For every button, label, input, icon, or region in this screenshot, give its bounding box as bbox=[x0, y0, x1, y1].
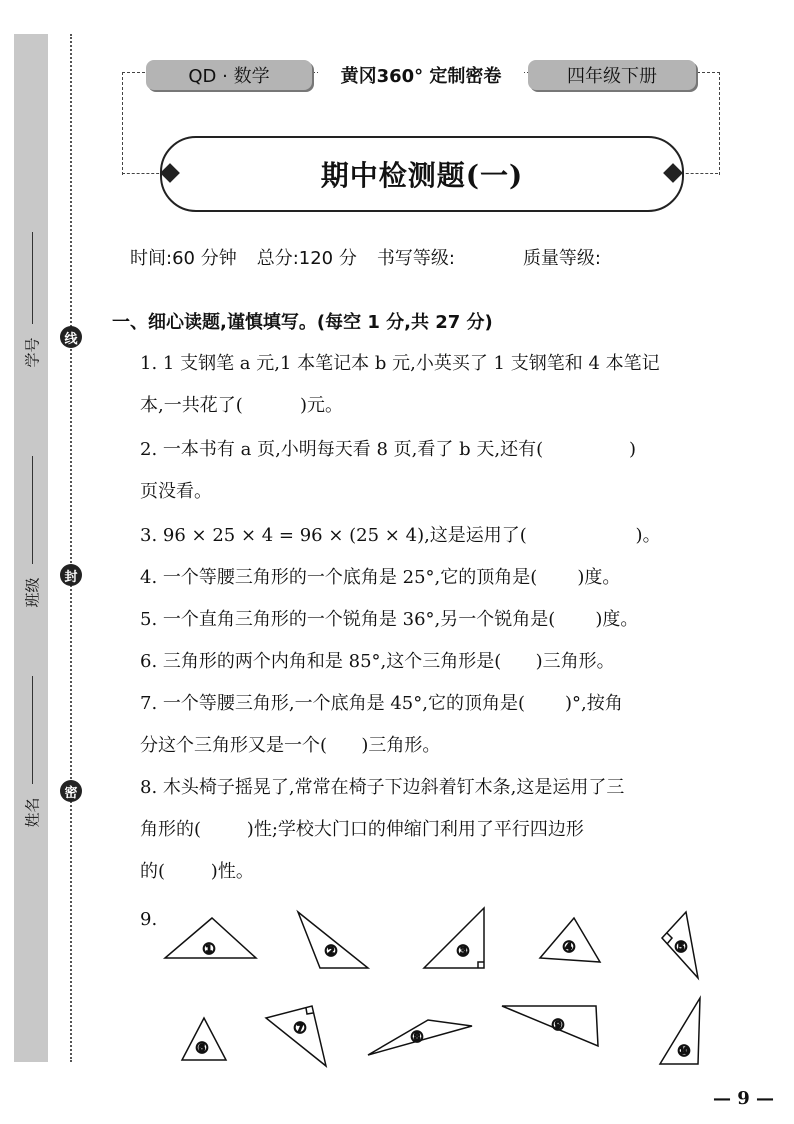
triangle-10-label: ⑩ bbox=[677, 1042, 691, 1060]
question-8-line-1: 8. 木头椅子摇晃了,常常在椅子下边斜着钉木条,这是运用了三 bbox=[140, 777, 625, 798]
triangle-1-label: ① bbox=[202, 940, 216, 958]
class-line bbox=[32, 456, 33, 564]
seal-mark-line: 线 bbox=[60, 326, 82, 348]
name-label: 姓名 bbox=[23, 797, 42, 828]
triangle-6-label: ⑥ bbox=[195, 1039, 209, 1057]
title-left-line bbox=[122, 173, 164, 174]
triangle-8-label: ⑧ bbox=[410, 1028, 424, 1046]
triangle-7 bbox=[266, 1006, 326, 1066]
question-7-line-1: 7. 一个等腰三角形,一个底角是 45°,它的顶角是( )°,按角 bbox=[140, 693, 623, 714]
exam-title: 期中检测题(一) bbox=[320, 159, 524, 192]
triangle-6 bbox=[182, 1018, 226, 1060]
triangle-2 bbox=[298, 912, 368, 968]
question-2-line-2: 页没看。 bbox=[140, 481, 212, 502]
triangle-8 bbox=[368, 1020, 472, 1055]
total-score: 总分:120 分 bbox=[256, 248, 357, 269]
student-id-line bbox=[32, 232, 33, 324]
class-field[interactable] bbox=[16, 456, 48, 608]
question-6-line-1: 6. 三角形的两个内角和是 85°,这个三角形是( )三角形。 bbox=[140, 651, 615, 672]
question-1-line-2: 本,一共花了( )元。 bbox=[140, 395, 343, 416]
writing-grade: 书写等级: bbox=[376, 248, 455, 269]
exam-info bbox=[130, 244, 601, 270]
question-3 bbox=[140, 526, 730, 546]
triangle-3 bbox=[424, 908, 484, 968]
triangle-10 bbox=[660, 998, 700, 1064]
triangle-4 bbox=[540, 918, 600, 962]
question-1 bbox=[140, 354, 730, 416]
triangle-9 bbox=[502, 1006, 598, 1046]
seal-mark-secret: 密 bbox=[60, 780, 82, 802]
question-5-line-1: 5. 一个直角三角形的一个锐角是 36°,另一个锐角是( )度。 bbox=[140, 609, 639, 630]
section-1-heading: 一、细心读题,谨慎填写。(每空 1 分,共 27 分) bbox=[112, 312, 493, 333]
triangle-5 bbox=[662, 912, 698, 978]
grade-badge: 四年级下册 bbox=[528, 60, 696, 90]
subject-badge: QD · 数学 bbox=[146, 60, 312, 90]
question-8-line-3: 的( )性。 bbox=[140, 861, 254, 882]
class-label: 班级 bbox=[23, 577, 42, 608]
name-field[interactable] bbox=[16, 676, 48, 828]
time-limit: 时间:60 分钟 bbox=[130, 248, 237, 269]
question-3-line-1: 3. 96 × 25 × 4 = 96 × (25 × 4),这是运用了( )。 bbox=[140, 525, 661, 546]
question-2-line-1: 2. 一本书有 a 页,小明每天看 8 页,看了 b 天,还有( ) bbox=[140, 439, 636, 460]
triangle-2-label: ② bbox=[324, 942, 338, 960]
brand-text: 黄冈360° 定制密卷 bbox=[318, 60, 524, 90]
question-6 bbox=[140, 652, 730, 672]
student-id-field[interactable] bbox=[16, 232, 48, 368]
question-7 bbox=[140, 694, 730, 756]
question-4-line-1: 4. 一个等腰三角形的一个底角是 25°,它的顶角是( )度。 bbox=[140, 567, 621, 588]
exam-title-box bbox=[160, 136, 684, 212]
question-2 bbox=[140, 440, 730, 502]
binding-cut-line bbox=[70, 34, 72, 1062]
triangle-9-label: ⑨ bbox=[551, 1016, 565, 1034]
question-7-line-2: 分这个三角形又是一个( )三角形。 bbox=[140, 735, 441, 756]
student-id-label: 学号 bbox=[23, 337, 42, 368]
triangle-4-label: ④ bbox=[562, 938, 576, 956]
triangle-5-label: ⑤ bbox=[674, 938, 688, 956]
page-number: — 9 — bbox=[712, 1088, 774, 1109]
question-8 bbox=[140, 778, 730, 882]
quality-grade: 质量等级: bbox=[522, 248, 602, 269]
seal-mark-seal: 封 bbox=[60, 564, 82, 586]
question-9-label: 9. bbox=[140, 909, 158, 930]
triangle-7-label: ⑦ bbox=[293, 1019, 307, 1037]
question-8-line-2: 角形的( )性;学校大门口的伸缩门利用了平行四边形 bbox=[140, 819, 584, 840]
question-4 bbox=[140, 568, 730, 588]
triangle-3-label: ③ bbox=[456, 942, 470, 960]
name-line bbox=[32, 676, 33, 784]
question-1-line-1: 1. 1 支钢笔 a 元,1 本笔记本 b 元,小英买了 1 支钢笔和 4 本笔记 bbox=[140, 353, 660, 374]
question-5 bbox=[140, 610, 730, 630]
